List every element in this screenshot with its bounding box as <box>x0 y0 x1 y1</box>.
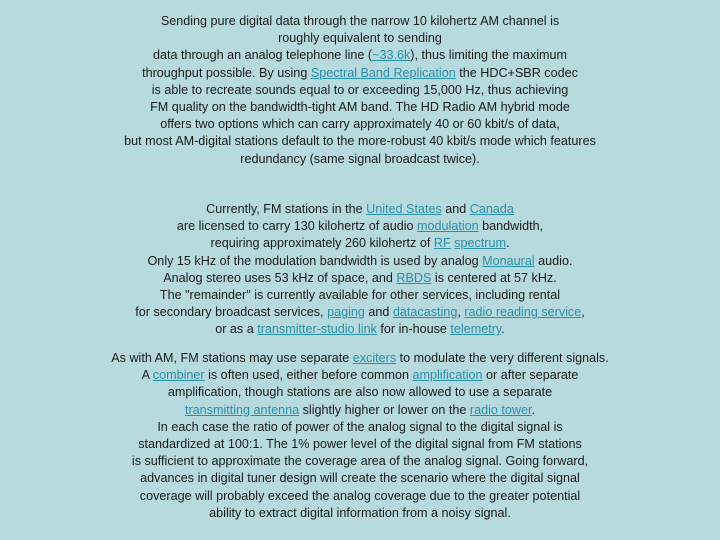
text-run: . <box>505 236 510 251</box>
link-spectrum[interactable]: spectrum <box>454 236 506 251</box>
text-run: Analog stereo uses 53 kHz of space, and <box>163 270 397 285</box>
text-line <box>0 367 720 384</box>
text-run: slightly higher or lower on the <box>299 402 470 417</box>
text-run: requiring approximately 260 kilohertz of <box>210 236 434 251</box>
text-line <box>0 235 720 252</box>
text-line <box>0 321 720 338</box>
text-run: for in-house <box>376 322 451 337</box>
link-rbds[interactable]: RBDS <box>396 270 432 285</box>
text-run: audio. <box>534 253 573 268</box>
link-datacasting[interactable]: datacasting <box>392 305 458 320</box>
text-line <box>0 116 720 133</box>
text-line <box>0 13 720 30</box>
text-run: is sufficient to approximate the coverage area of the analog signal. Going forward, <box>131 454 589 469</box>
text-line <box>0 453 720 470</box>
text-line <box>0 402 720 419</box>
text-run: In each case the ratio of power of the analog signal to the digital signal is <box>157 419 563 434</box>
text-line <box>0 218 720 235</box>
text-line <box>0 65 720 82</box>
text-line <box>0 151 720 168</box>
text-line <box>0 30 720 47</box>
text-line <box>0 82 720 99</box>
text-line <box>0 436 720 453</box>
text-line <box>0 133 720 150</box>
text-line <box>0 287 720 304</box>
text-run: FM quality on the bandwidth-tight AM band. The HD Radio AM hybrid mode <box>150 100 570 115</box>
link-spectral-band-replication[interactable]: Spectral Band Replication <box>310 65 456 80</box>
text-run: Sending pure digital data through the narrow 10 kilohertz AM channel is <box>160 14 560 28</box>
text-run: is often used, either before common <box>204 368 413 383</box>
paragraph-fm-exciters <box>0 350 720 522</box>
text-run: redundancy (same signal broadcast twice). <box>240 151 480 166</box>
text-run: throughput possible. By using <box>142 65 311 80</box>
paragraph-am-digital <box>0 13 720 168</box>
text-line <box>0 201 720 218</box>
link-amplification[interactable]: amplification <box>412 368 483 383</box>
text-line <box>0 419 720 436</box>
link-rf[interactable]: RF <box>433 236 451 251</box>
link-modulation[interactable]: modulation <box>417 219 479 234</box>
text-run: data through an analog telephone line ( <box>152 48 373 63</box>
text-run: roughly equivalent to sending <box>278 31 442 46</box>
text-run: ability to extract digital information from a noisy signal. <box>209 505 511 520</box>
text-run: standardized at 100:1. The 1% power level of the digital signal from FM stations <box>138 437 582 452</box>
text-run: advances in digital tuner design will create the scenario where the digital signal <box>140 471 580 486</box>
text-line <box>0 384 720 401</box>
link-paging[interactable]: paging <box>327 305 365 320</box>
text-run: to modulate the very different signals. <box>396 351 609 365</box>
link-transmitting-antenna[interactable]: transmitting antenna <box>184 402 300 417</box>
text-run: for secondary broadcast services, <box>135 305 328 320</box>
text-run: Only 15 kHz of the modulation bandwidth is used by analog <box>147 253 483 268</box>
text-line <box>0 505 720 522</box>
text-line <box>0 470 720 487</box>
link-canada[interactable]: Canada <box>469 202 514 216</box>
link-united-states[interactable]: United States <box>366 202 442 216</box>
text-run: is centered at 57 kHz. <box>431 270 557 285</box>
text-line <box>0 488 720 505</box>
link-radio-tower[interactable]: radio tower <box>469 402 532 417</box>
text-run: , <box>457 305 465 320</box>
text-run: , <box>581 305 585 320</box>
text-line <box>0 47 720 64</box>
text-run: or after separate <box>482 368 579 383</box>
text-run: A <box>141 368 153 383</box>
link-combiner[interactable]: combiner <box>152 368 205 383</box>
text-run: or as a <box>215 322 258 337</box>
text-run: the HDC+SBR codec <box>455 65 578 80</box>
text-run: coverage will probably exceed the analog coverage due to the greater potential <box>139 488 581 503</box>
text-run: ), thus limiting the maximum <box>410 48 568 63</box>
text-line <box>0 270 720 287</box>
paragraph-fm-bandwidth <box>0 201 720 339</box>
text-line <box>0 253 720 270</box>
text-run: offers two options which can carry approximately 40 or 60 kbit/s of data, <box>160 117 560 132</box>
text-run: amplification, though stations are also now allowed to use a separate <box>167 385 553 400</box>
link-33-6k[interactable]: ~33.6k <box>372 48 411 63</box>
text-run: is able to recreate sounds equal to or exceeding 15,000 Hz, thus achieving <box>151 82 569 97</box>
text-run: but most AM-digital stations default to the more-robust 40 kbit/s mode which features <box>124 134 596 149</box>
link-radio-reading-service[interactable]: radio reading service <box>464 305 582 320</box>
text-run: and <box>364 305 393 320</box>
link-telemetry[interactable]: telemetry <box>450 322 502 337</box>
text-run: . <box>501 322 505 337</box>
text-line <box>0 99 720 116</box>
text-run: are licensed to carry 130 kilohertz of audio <box>176 219 418 234</box>
text-run: The "remainder" is currently available for other services, including rental <box>159 288 561 303</box>
text-run: . <box>531 402 536 417</box>
text-run: Currently, FM stations in the <box>206 202 367 216</box>
text-run: As with AM, FM stations may use separate <box>111 351 353 365</box>
text-run: and <box>441 202 470 216</box>
text-line <box>0 350 720 367</box>
link-exciters[interactable]: exciters <box>352 351 397 365</box>
text-line <box>0 304 720 321</box>
link-transmitter-studio-link[interactable]: transmitter-studio link <box>257 322 377 337</box>
text-run: bandwidth, <box>478 219 544 234</box>
link-monaural[interactable]: Monaural <box>482 253 535 268</box>
